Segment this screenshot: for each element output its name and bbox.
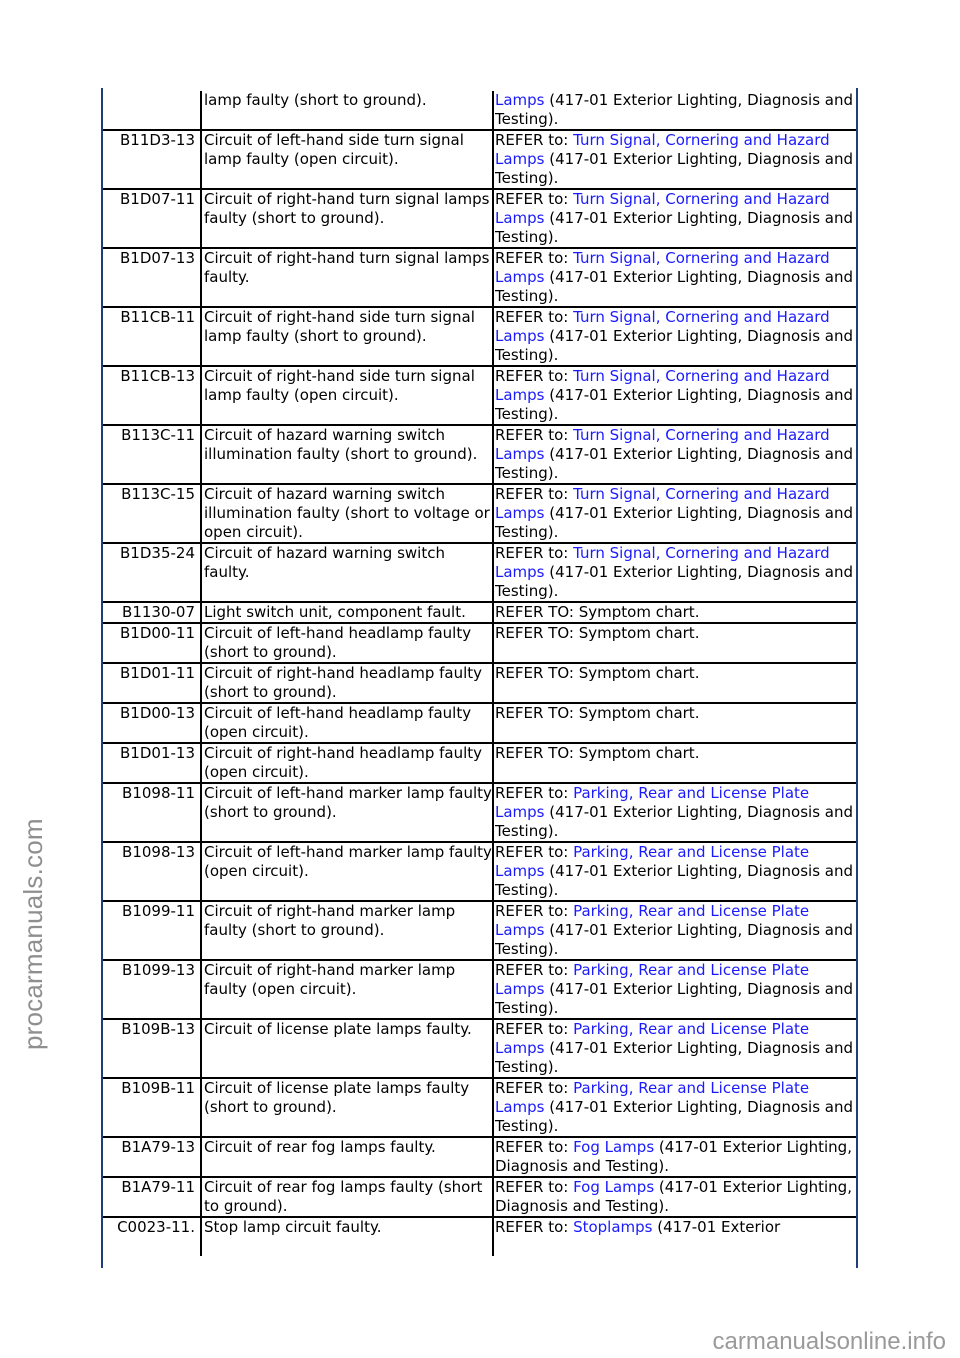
reference-link[interactable]: Lamps [495,91,545,109]
table-row [103,1177,856,1217]
dtc-action: REFER to: Fog Lamps (417-01 Exterior Lighting, Diagnosis and Testing). [493,1137,856,1177]
table-row [103,248,856,307]
dtc-action: REFER to: Turn Signal, Cornering and Hazard Lamps (417-01 Exterior Lighting, Diagnosis and Testing). [493,425,856,484]
dtc-code: B11CB-11 [103,307,201,366]
dtc-action: REFER to: Parking, Rear and License Plate Lamps (417-01 Exterior Lighting, Diagnosis and Testing). [493,1078,856,1137]
dtc-description: Circuit of rear fog lamps faulty. [201,1137,493,1177]
dtc-code: B109B-11 [103,1078,201,1137]
dtc-action: REFER to: Turn Signal, Cornering and Hazard Lamps (417-01 Exterior Lighting, Diagnosis and Testing). [493,307,856,366]
dtc-code: B11CB-13 [103,366,201,425]
dtc-action: REFER TO: Symptom chart. [493,623,856,663]
table-row [103,1217,856,1256]
dtc-action: REFER TO: Symptom chart. [493,743,856,783]
dtc-action: REFER to: Parking, Rear and License Plate Lamps (417-01 Exterior Lighting, Diagnosis and Testing). [493,842,856,901]
side-watermark: procarmanuals.com [18,818,48,1050]
dtc-action: REFER to: Turn Signal, Cornering and Hazard Lamps (417-01 Exterior Lighting, Diagnosis and Testing). [493,484,856,543]
dtc-code: B1D01-11 [103,663,201,703]
dtc-description: Circuit of right-hand marker lamp faulty (short to ground). [201,901,493,960]
table-row [103,366,856,425]
dtc-description: Circuit of right-hand marker lamp faulty (open circuit). [201,960,493,1019]
reference-link[interactable]: Turn Signal, Cornering and Hazard Lamps [495,190,830,227]
dtc-action: REFER to: Parking, Rear and License Plate Lamps (417-01 Exterior Lighting, Diagnosis and Testing). [493,783,856,842]
dtc-code: B1D00-11 [103,623,201,663]
table-row [103,425,856,484]
reference-link[interactable]: Parking, Rear and License Plate Lamps [495,1079,810,1116]
reference-link[interactable]: Turn Signal, Cornering and Hazard Lamps [495,544,830,581]
dtc-description: Circuit of license plate lamps faulty. [201,1019,493,1078]
reference-link[interactable]: Turn Signal, Cornering and Hazard Lamps [495,426,830,463]
dtc-description: Circuit of left-hand side turn signal lamp faulty (open circuit). [201,130,493,189]
dtc-description: Stop lamp circuit faulty. [201,1217,493,1256]
dtc-action: REFER TO: Symptom chart. [493,663,856,703]
dtc-code: B1099-11 [103,901,201,960]
dtc-code: B1D07-13 [103,248,201,307]
table-row [103,1137,856,1177]
dtc-action: REFER TO: Symptom chart. [493,602,856,623]
table-row [103,602,856,623]
dtc-table [103,91,856,1256]
dtc-code: B1D01-13 [103,743,201,783]
table-row [103,307,856,366]
reference-link[interactable]: Parking, Rear and License Plate Lamps [495,784,810,821]
reference-link[interactable]: Parking, Rear and License Plate Lamps [495,961,810,998]
reference-link[interactable]: Turn Signal, Cornering and Hazard Lamps [495,131,830,168]
dtc-code: B1098-13 [103,842,201,901]
dtc-description: Circuit of right-hand turn signal lamps faulty. [201,248,493,307]
table-row [103,189,856,248]
dtc-action: REFER to: Parking, Rear and License Plate Lamps (417-01 Exterior Lighting, Diagnosis and Testing). [493,901,856,960]
reference-link[interactable]: Parking, Rear and License Plate Lamps [495,902,810,939]
dtc-action: REFER to: Turn Signal, Cornering and Hazard Lamps (417-01 Exterior Lighting, Diagnosis and Testing). [493,189,856,248]
dtc-action: Lamps (417-01 Exterior Lighting, Diagnosis and Testing). [493,91,856,130]
table-row [103,543,856,602]
dtc-code: B1D07-11 [103,189,201,248]
table-row [103,842,856,901]
dtc-description: Circuit of hazard warning switch faulty. [201,543,493,602]
table-row [103,623,856,663]
reference-link[interactable]: Turn Signal, Cornering and Hazard Lamps [495,485,830,522]
dtc-code: B1098-11 [103,783,201,842]
table-row [103,1019,856,1078]
reference-link[interactable]: Turn Signal, Cornering and Hazard Lamps [495,249,830,286]
reference-link[interactable]: Fog Lamps [573,1178,655,1196]
reference-link[interactable]: Parking, Rear and License Plate Lamps [495,843,810,880]
dtc-code: B113C-11 [103,425,201,484]
dtc-description: Circuit of left-hand marker lamp faulty (open circuit). [201,842,493,901]
dtc-code: B1099-13 [103,960,201,1019]
dtc-description: lamp faulty (short to ground). [201,91,493,130]
reference-link[interactable]: Turn Signal, Cornering and Hazard Lamps [495,308,830,345]
dtc-action: REFER to: Parking, Rear and License Plate Lamps (417-01 Exterior Lighting, Diagnosis and Testing). [493,1019,856,1078]
table-row [103,91,856,130]
dtc-description: Circuit of right-hand side turn signal lamp faulty (open circuit). [201,366,493,425]
dtc-code [103,91,201,130]
table-row [103,703,856,743]
dtc-action: REFER to: Turn Signal, Cornering and Hazard Lamps (417-01 Exterior Lighting, Diagnosis and Testing). [493,248,856,307]
bottom-watermark: carmanualsonline.info [712,1328,946,1355]
reference-link[interactable]: Fog Lamps [573,1138,655,1156]
dtc-description: Circuit of rear fog lamps faulty (short to ground). [201,1177,493,1217]
dtc-code: B113C-15 [103,484,201,543]
dtc-action: REFER to: Fog Lamps (417-01 Exterior Lighting, Diagnosis and Testing). [493,1177,856,1217]
dtc-action: REFER to: Turn Signal, Cornering and Hazard Lamps (417-01 Exterior Lighting, Diagnosis and Testing). [493,543,856,602]
dtc-code: B1130-07 [103,602,201,623]
dtc-code: C0023-11. [117,1218,195,1236]
dtc-table-body [103,91,856,1256]
dtc-action: REFER to: Turn Signal, Cornering and Hazard Lamps (417-01 Exterior Lighting, Diagnosis and Testing). [493,366,856,425]
dtc-description: Circuit of right-hand side turn signal lamp faulty (short to ground). [201,307,493,366]
dtc-action: REFER to: Parking, Rear and License Plate Lamps (417-01 Exterior Lighting, Diagnosis and Testing). [493,960,856,1019]
reference-link[interactable]: Parking, Rear and License Plate Lamps [495,1020,810,1057]
table-row [103,130,856,189]
table-row [103,783,856,842]
dtc-description: Circuit of right-hand turn signal lamps faulty (short to ground). [201,189,493,248]
dtc-code: B1A79-13 [103,1137,201,1177]
dtc-action: REFER to: Turn Signal, Cornering and Hazard Lamps (417-01 Exterior Lighting, Diagnosis and Testing). [493,130,856,189]
dtc-description: Circuit of left-hand headlamp faulty (short to ground). [201,623,493,663]
dtc-description: Circuit of hazard warning switch illumination faulty (short to voltage or open circuit). [201,484,493,543]
dtc-description: Circuit of license plate lamps faulty (short to ground). [201,1078,493,1137]
table-row [103,1078,856,1137]
dtc-description: Circuit of left-hand marker lamp faulty (short to ground). [201,783,493,842]
dtc-code: B1D00-13 [103,703,201,743]
dtc-description: Circuit of right-hand headlamp faulty (short to ground). [201,663,493,703]
dtc-description: Circuit of hazard warning switch illumination faulty (short to ground). [201,425,493,484]
table-row [103,484,856,543]
table-row [103,901,856,960]
dtc-description: Circuit of right-hand headlamp faulty (open circuit). [201,743,493,783]
reference-link[interactable]: Turn Signal, Cornering and Hazard Lamps [495,367,830,404]
reference-link[interactable]: Stoplamps [573,1218,653,1236]
table-row [103,960,856,1019]
dtc-action: REFER to: Stoplamps (417-01 Exterior [493,1217,856,1256]
table-row [103,663,856,703]
dtc-description: Light switch unit, component fault. [201,602,493,623]
dtc-description: Circuit of left-hand headlamp faulty (open circuit). [201,703,493,743]
table-row [103,743,856,783]
dtc-code: B11D3-13 [103,130,201,189]
dtc-action: REFER TO: Symptom chart. [493,703,856,743]
dtc-code: B1A79-11 [103,1177,201,1217]
dtc-code: B1D35-24 [103,543,201,602]
right-frame-line [856,88,858,1268]
dtc-code: B109B-13 [103,1019,201,1078]
